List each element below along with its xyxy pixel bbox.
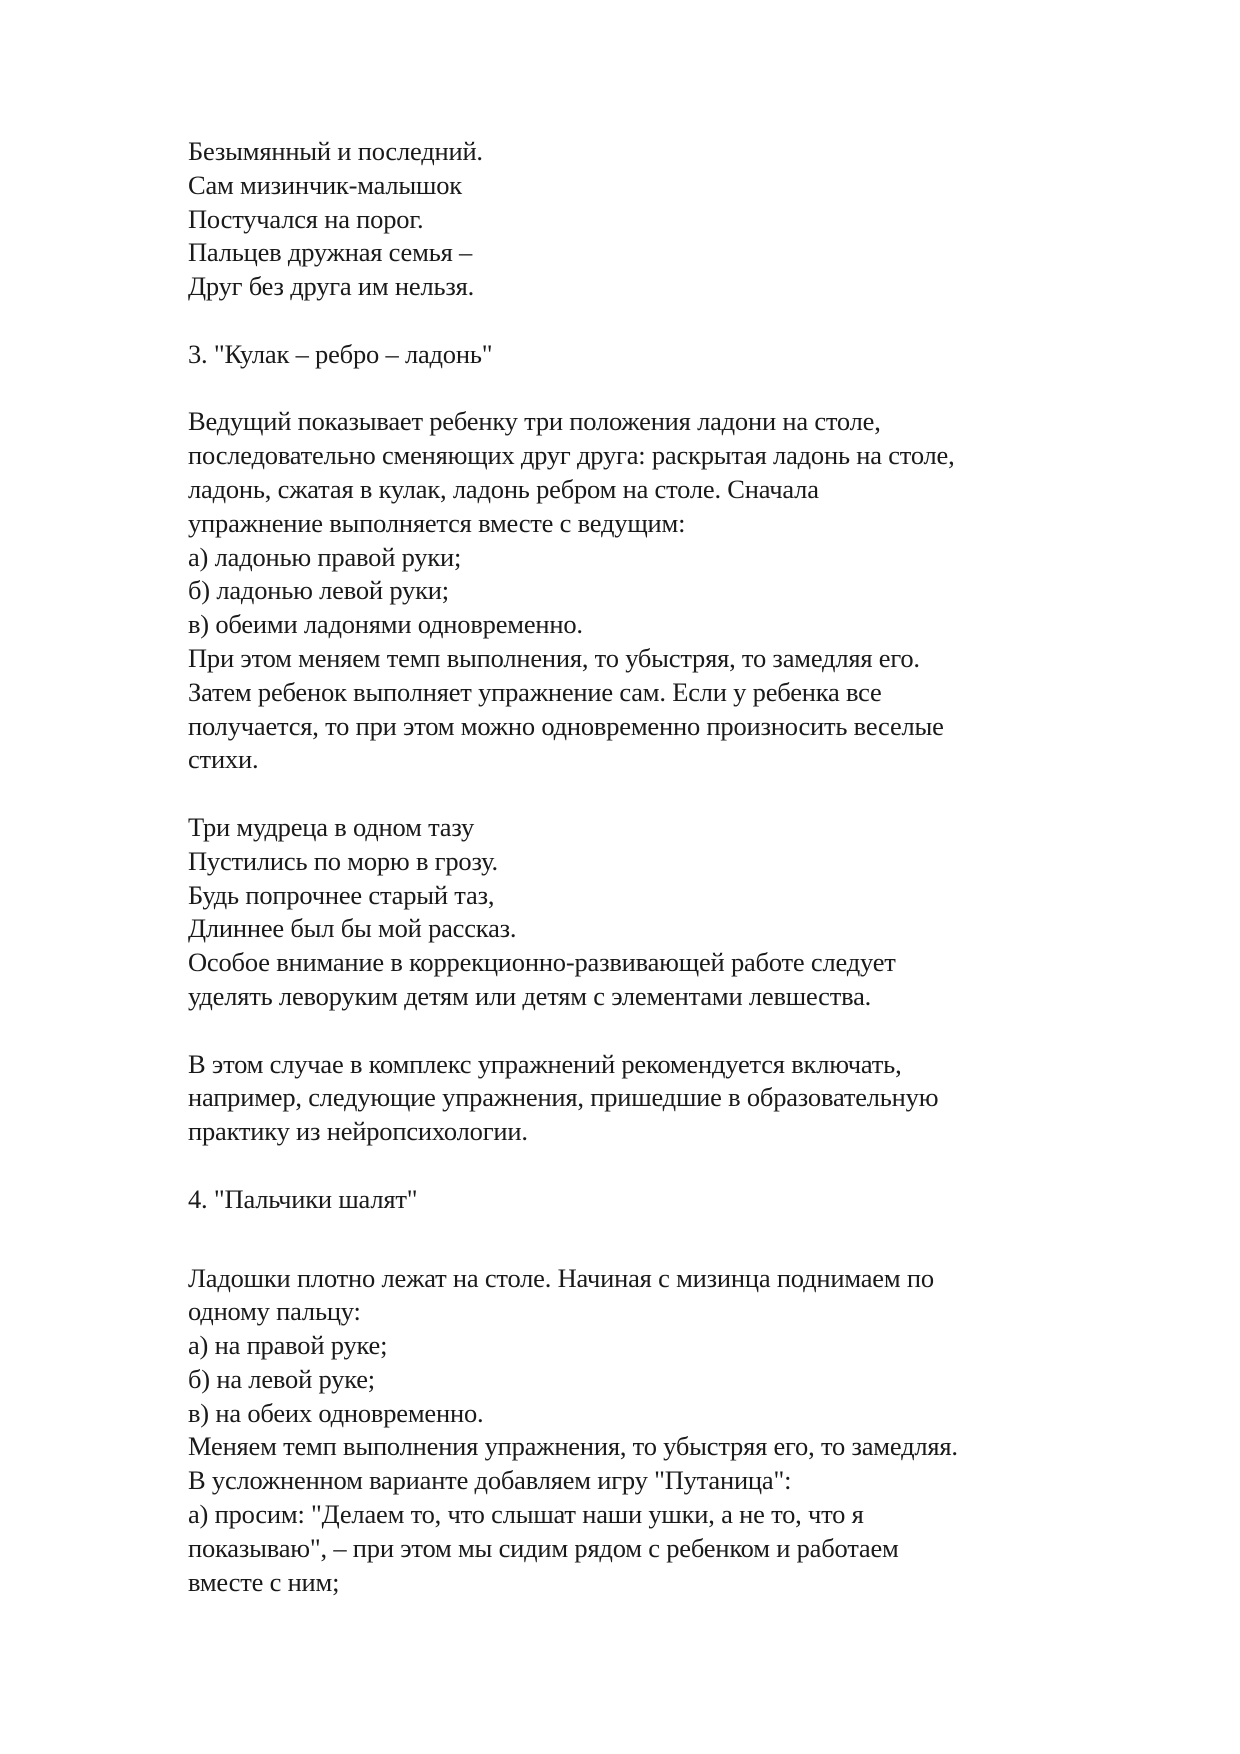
- text-line: Меняем темп выполнения упражнения, то убыстряя его, то замедляя.: [188, 1431, 958, 1462]
- text-line: Ведущий показывает ребенку три положения ладони на столе,: [188, 406, 881, 437]
- poem-line: Сам мизинчик-малышок: [188, 169, 462, 200]
- text-line: например, следующие упражнения, пришедшие в образовательную: [188, 1082, 939, 1113]
- spacer: [188, 304, 1088, 338]
- list-item: в) на обеих одновременно.: [188, 1397, 484, 1428]
- list-item: в) обеими ладонями одновременно.: [188, 609, 583, 640]
- text-line: одному пальцу:: [188, 1296, 361, 1327]
- text-line: последовательно сменяющих друг друга: раскрытая ладонь на столе,: [188, 440, 955, 471]
- left-handed-paragraph: [188, 1048, 1088, 1149]
- poem-line: Друг без друга им нельзя.: [188, 271, 475, 302]
- poem-line: Будь попрочнее старый таз,: [188, 879, 495, 910]
- poem-line: Безымянный и последний.: [188, 136, 483, 166]
- text-line: Затем ребенок выполняет упражнение сам. Если у ребенка все: [188, 676, 882, 707]
- text-line: ладонь, сжатая в кулак, ладонь ребром на столе. Сначала: [188, 473, 819, 504]
- exercise-4-heading: 4. "Пальчики шалят": [188, 1183, 418, 1214]
- poem-line: Пальцев дружная семья –: [188, 237, 473, 268]
- list-item: а) на правой руке;: [188, 1330, 388, 1361]
- poem-line: Постучался на порог.: [188, 203, 424, 234]
- poem-line: Длиннее был бы мой рассказ.: [188, 913, 517, 944]
- text-line: вместе с ним;: [188, 1566, 340, 1597]
- exercise-3-body: [188, 405, 1088, 777]
- poem-fingers: [188, 135, 1088, 304]
- text-line: При этом меняем темп выполнения, то убыстряя, то замедляя его.: [188, 642, 920, 673]
- spacer: [188, 1149, 1088, 1183]
- text-line: Особое внимание в коррекционно-развивающей работе следует: [188, 947, 896, 978]
- spacer: [188, 1014, 1088, 1048]
- text-line: Ладошки плотно лежат на столе. Начиная с мизинца поднимаем по: [188, 1262, 934, 1293]
- text-line: практику из нейропсихологии.: [188, 1116, 528, 1147]
- text-line: упражнение выполняется вместе с ведущим:: [188, 507, 686, 538]
- text-line: В усложненном варианте добавляем игру "Путаница":: [188, 1465, 792, 1496]
- text-line: В этом случае в комплекс упражнений рекомендуется включать,: [188, 1048, 902, 1079]
- text-line: уделять леворуким детям или детям с элементами левшества.: [188, 980, 872, 1011]
- spacer: [188, 777, 1088, 811]
- list-item: б) ладонью левой руки;: [188, 575, 449, 606]
- list-item: а) ладонью правой руки;: [188, 541, 462, 572]
- list-item: а) просим: "Делаем то, что слышат наши ушки, а не то, что я: [188, 1499, 864, 1530]
- poem-wise-men: [188, 811, 1088, 1014]
- spacer: [188, 372, 1088, 406]
- poem-line: Пустились по морю в грозу.: [188, 845, 498, 876]
- poem-line: Три мудреца в одном тазу: [188, 811, 475, 842]
- text-line: стихи.: [188, 744, 259, 775]
- document-page: [188, 135, 1088, 1599]
- exercise-4-body: [188, 1262, 1088, 1600]
- spacer: [188, 1217, 1088, 1262]
- text-line: показываю", – при этом мы сидим рядом с ребенком и работаем: [188, 1532, 899, 1563]
- list-item: б) на левой руке;: [188, 1363, 375, 1394]
- text-line: получается, то при этом можно одновременно произносить веселые: [188, 710, 944, 741]
- exercise-3-heading: 3. "Кулак – ребро – ладонь": [188, 338, 493, 369]
